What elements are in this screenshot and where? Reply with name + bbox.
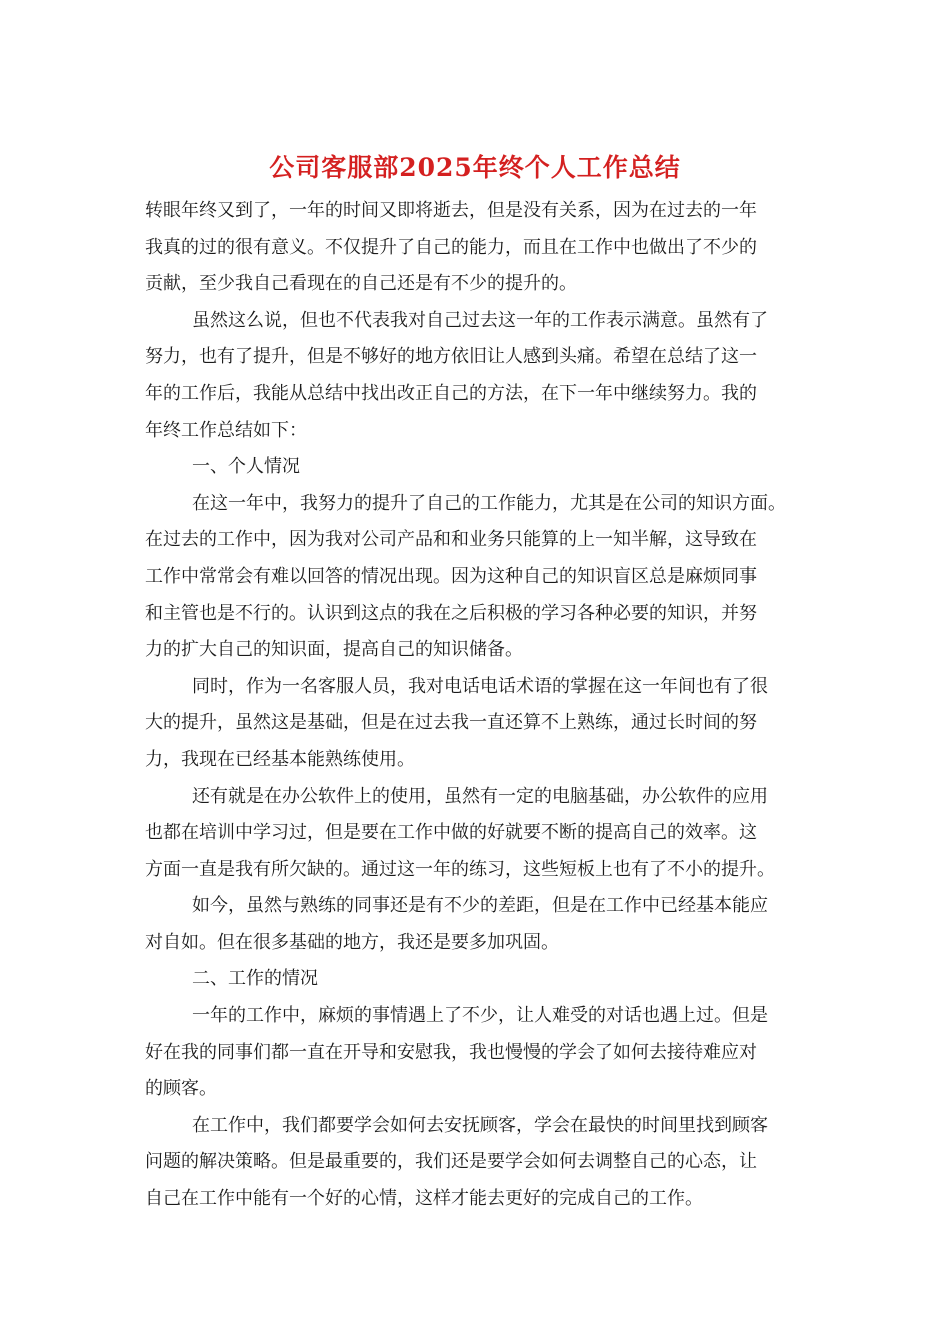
- text-line: 同时，作为一名客服人员，我对电话电话术语的掌握在这一年间也有了很: [192, 675, 768, 697]
- text-line: 一年的工作中，麻烦的事情遇上了不少，让人难受的对话也遇上过。但是: [192, 1005, 768, 1027]
- text-line: 和主管也是不行的。认识到这点的我在之后积极的学习各种必要的知识，并努: [145, 602, 757, 624]
- text-line: 如今，虽然与熟练的同事还是有不少的差距，但是在工作中已经基本能应: [192, 895, 768, 917]
- text-line: 年终工作总结如下：: [145, 419, 307, 441]
- text-line: 自己在工作中能有一个好的心情，这样才能去更好的完成自己的工作。: [145, 1188, 703, 1210]
- text-line: 好在我的同事们都一直在开导和安慰我，我也慢慢的学会了如何去接待难应对: [145, 1041, 757, 1063]
- document-title: 公司客服部2025年终个人工作总结: [269, 153, 681, 182]
- text-line: 还有就是在办公软件上的使用，虽然有一定的电脑基础，办公软件的应用: [192, 785, 768, 807]
- text-line: 虽然这么说，但也不代表我对自己过去这一年的工作表示满意。虽然有了: [192, 309, 768, 331]
- text-line: 的顾客。: [145, 1078, 217, 1100]
- text-line: 力的扩大自己的知识面，提高自己的知识储备。: [145, 639, 523, 661]
- text-line: 对自如。但在很多基础的地方，我还是要多加巩固。: [145, 931, 559, 953]
- text-line: 工作中常常会有难以回答的情况出现。因为这种自己的知识盲区总是麻烦同事: [145, 565, 757, 587]
- text-line: 大的提升，虽然这是基础，但是在过去我一直还算不上熟练，通过长时间的努: [145, 712, 757, 734]
- text-line: 在这一年中，我努力的提升了自己的工作能力，尤其是在公司的知识方面。: [192, 492, 786, 514]
- text-line: 一、个人情况: [192, 456, 300, 478]
- text-line: 转眼年终又到了，一年的时间又即将逝去，但是没有关系，因为在过去的一年: [145, 200, 757, 221]
- text-line: 努力，也有了提升，但是不够好的地方依旧让人感到头痛。希望在总结了这一: [145, 346, 757, 368]
- text-line: 贡献，至少我自己看现在的自己还是有不少的提升的。: [145, 273, 577, 295]
- text-line: 在过去的工作中，因为我对公司产品和和业务只能算的上一知半解，这导致在: [145, 529, 757, 551]
- text-line: 在工作中，我们都要学会如何去安抚顾客，学会在最快的时间里找到顾客: [192, 1114, 768, 1136]
- text-line: 二、工作的情况: [192, 968, 318, 990]
- text-line: 也都在培训中学习过，但是要在工作中做的好就要不断的提高自己的效率。这: [145, 822, 757, 844]
- text-line: 问题的解决策略。但是最重要的，我们还是要学会如何去调整自己的心态，让: [145, 1151, 757, 1173]
- text-line: 方面一直是我有所欠缺的。通过这一年的练习，这些短板上也有了不小的提升。: [145, 858, 775, 880]
- document-body: [145, 193, 825, 1218]
- text-line: 力，我现在已经基本能熟练使用。: [145, 748, 415, 770]
- text-line: 年的工作后，我能从总结中找出改正自己的方法，在下一年中继续努力。我的: [145, 382, 757, 404]
- text-line: 我真的过的很有意义。不仅提升了自己的能力，而且在工作中也做出了不少的: [145, 236, 757, 258]
